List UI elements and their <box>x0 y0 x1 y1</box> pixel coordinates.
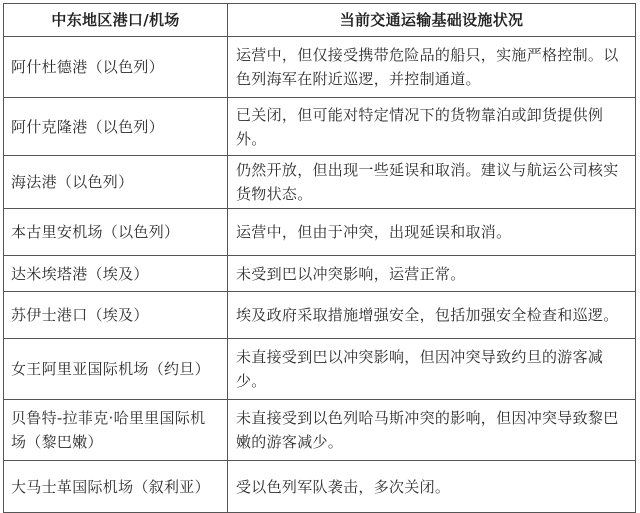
header-location: 中东地区港口/机场 <box>4 4 228 37</box>
table-row <box>4 256 636 292</box>
table-row <box>4 292 636 339</box>
location-cell: 本古里安机场（以色列） <box>4 209 228 256</box>
status-cell: 运营中，但仅接受携带危险品的船只，实施严格控制。以色列海军在附近巡逻，并控制通道。 <box>228 37 636 98</box>
status-cell: 未直接受到巴以冲突影响，但因冲突导致约旦的游客减少。 <box>228 339 636 400</box>
table-row <box>4 209 636 256</box>
location-cell: 阿什杜德港（以色列） <box>4 37 228 98</box>
table-row <box>4 400 636 461</box>
status-cell: 受以色列军队袭击，多次关闭。 <box>228 461 636 513</box>
table-row <box>4 339 636 400</box>
table-header-row <box>4 4 636 37</box>
status-cell: 未受到巴以冲突影响，运营正常。 <box>228 256 636 292</box>
status-cell: 已关闭，但可能对特定情况下的货物靠泊或卸货提供例外。 <box>228 98 636 156</box>
infrastructure-status-table <box>3 3 636 513</box>
location-cell: 海法港（以色列） <box>4 156 228 209</box>
header-status: 当前交通运输基础设施状况 <box>228 4 636 37</box>
status-cell: 仍然开放，但出现一些延误和取消。建议与航运公司核实货物状态。 <box>228 156 636 209</box>
location-cell: 达米埃塔港（埃及） <box>4 256 228 292</box>
location-cell: 大马士革国际机场（叙利亚） <box>4 461 228 513</box>
location-cell: 贝鲁特-拉菲克·哈里里国际机场（黎巴嫩） <box>4 400 228 461</box>
status-cell: 未直接受到以色列哈马斯冲突的影响，但因冲突导致黎巴嫩的游客减少。 <box>228 400 636 461</box>
location-cell: 女王阿里亚国际机场（约旦） <box>4 339 228 400</box>
table-row <box>4 461 636 513</box>
location-cell: 苏伊士港口（埃及） <box>4 292 228 339</box>
table-row <box>4 98 636 156</box>
status-cell: 埃及政府采取措施增强安全，包括加强安全检查和巡逻。 <box>228 292 636 339</box>
infrastructure-table-container <box>3 3 635 508</box>
table-row <box>4 37 636 98</box>
table-row <box>4 156 636 209</box>
status-cell: 运营中，但由于冲突，出现延误和取消。 <box>228 209 636 256</box>
location-cell: 阿什克隆港（以色列） <box>4 98 228 156</box>
